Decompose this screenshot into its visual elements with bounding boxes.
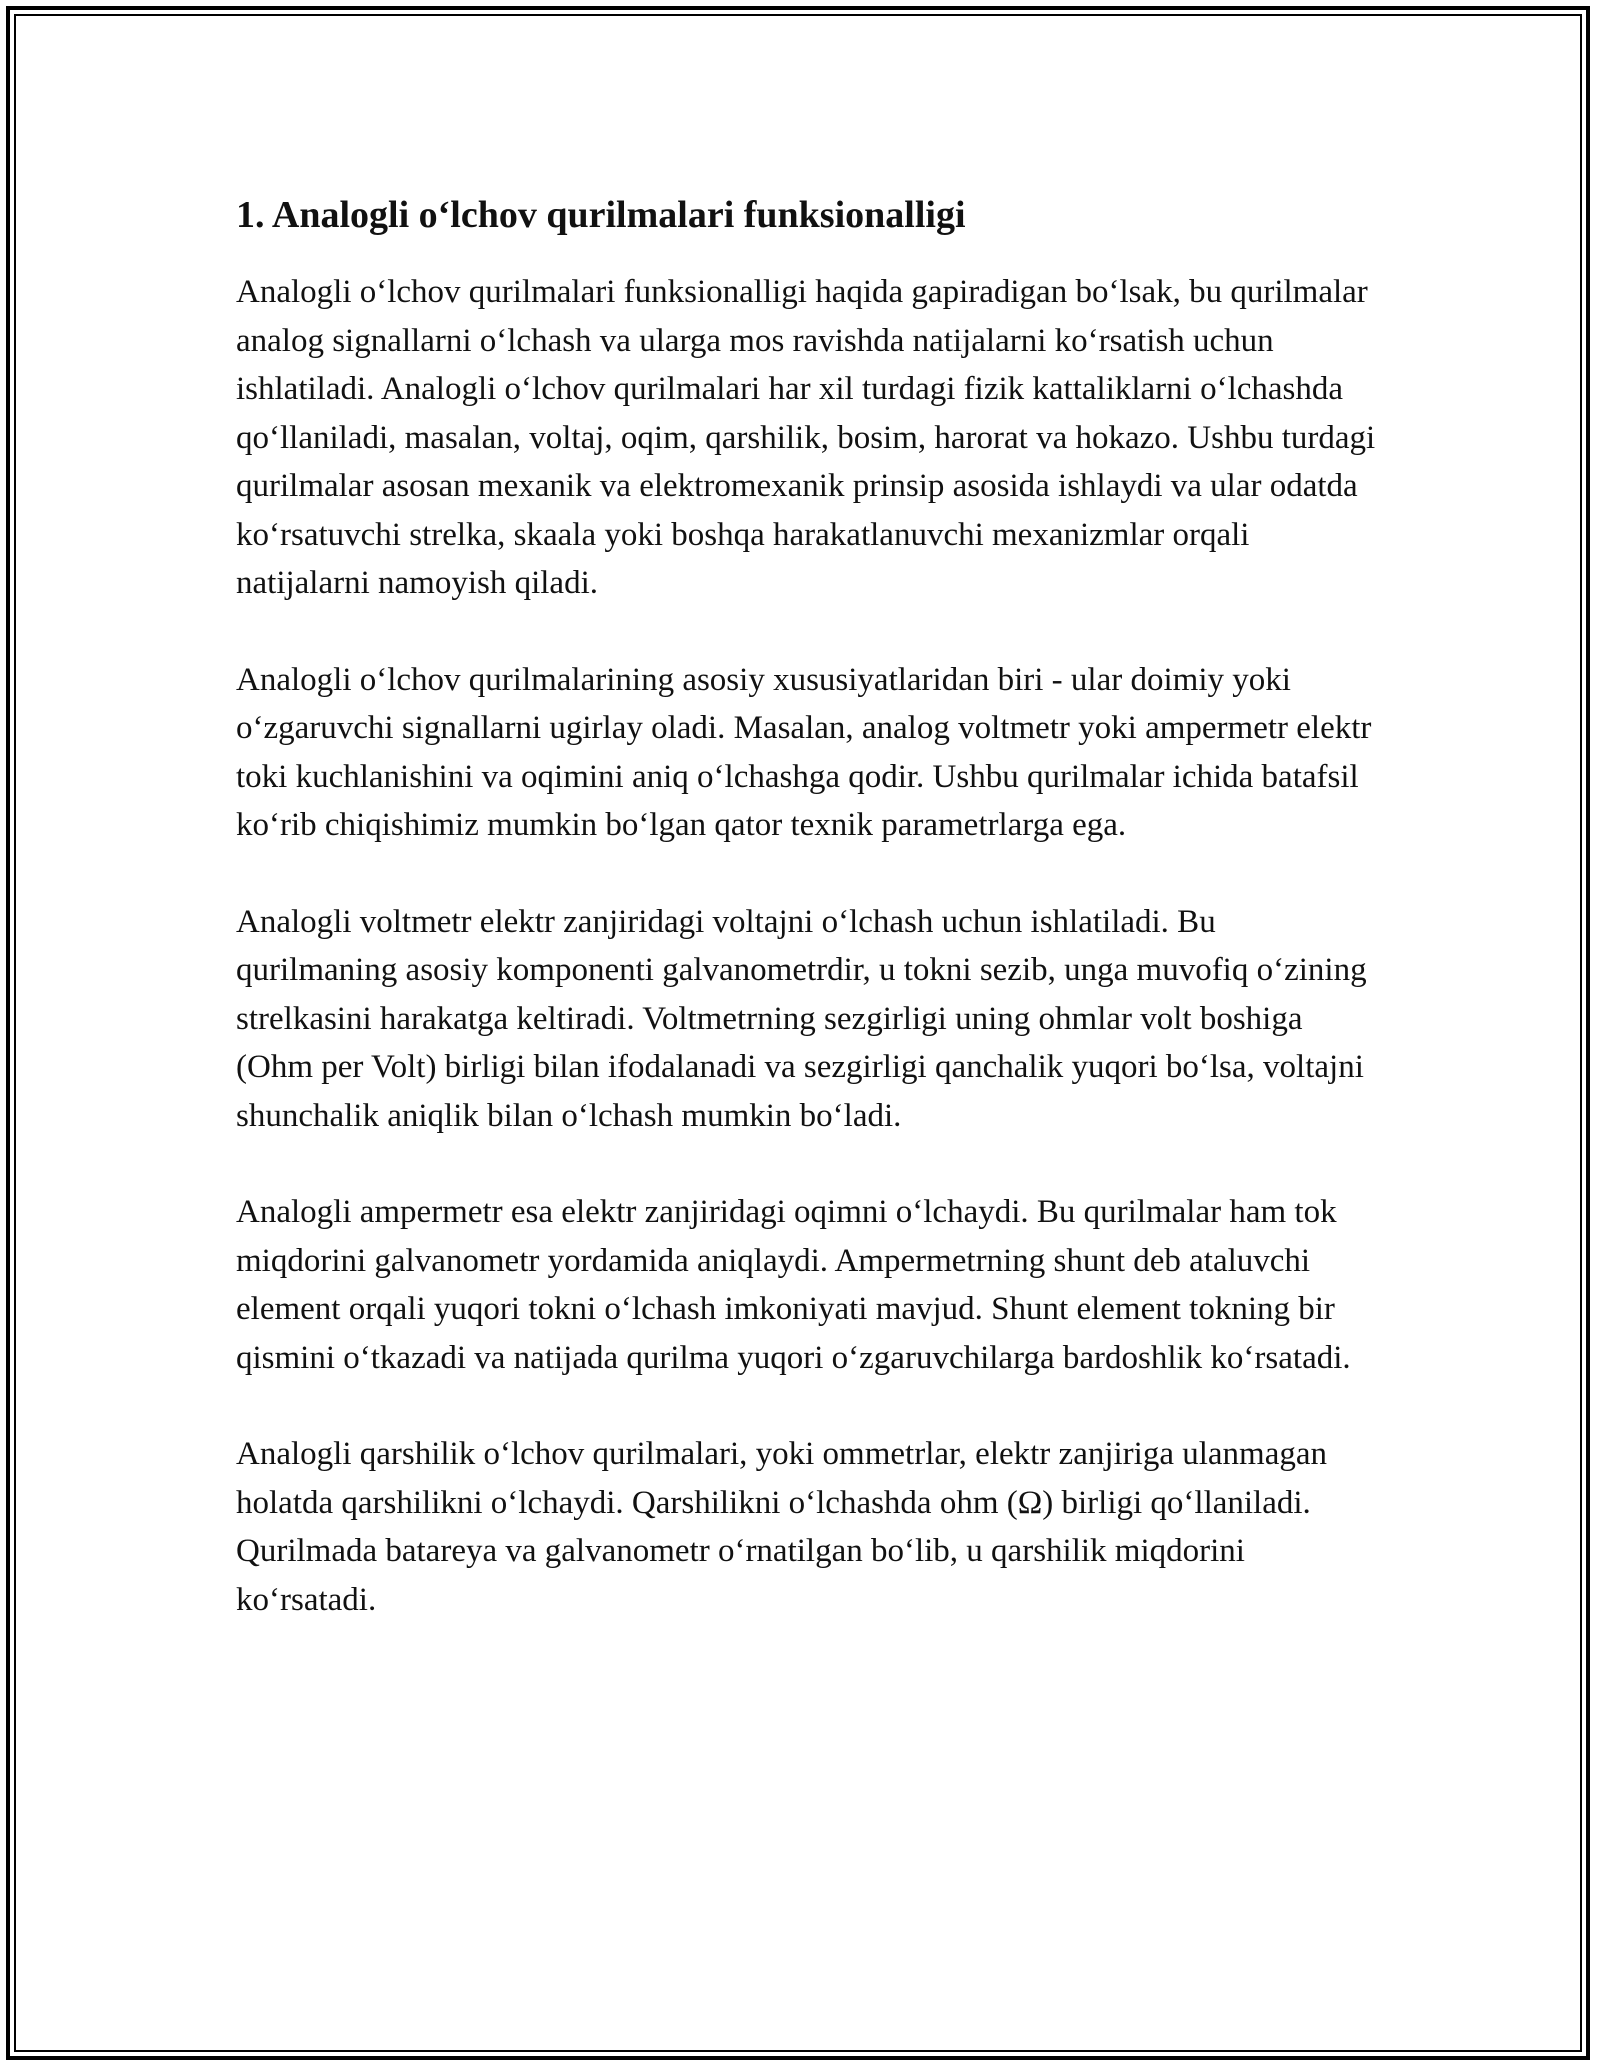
paragraph-5: Analogli qarshilik oʻlchov qurilmalari, yoki ommetrlar, elektr zanjiriga ulanmagan holatda qarshilikni oʻlchaydi. Qarshilikni oʻlchashda ohm (Ω) birligi qoʻllaniladi. Qurilmada batareya va galvanometr oʻrnatilgan boʻlib, u qarshilik miqdorini koʻrsatadi. bbox=[236, 1436, 1328, 1618]
paragraph-1: Analogli oʻlchov qurilmalari funksionalligi haqida gapiradigan boʻlsak, bu qurilmalar analog signallarni oʻlchash va ularga mos ravishda natijalarni koʻrsatish uchun ishlatiladi. Analogli oʻlchov qurilmalari har xil turdagi fizik kattaliklarni oʻlchashda qoʻllaniladi, masalan, voltaj, oqim, qarshilik, bosim, harorat va hokazo. Ushbu turdagi qurilmalar asosan mexanik va elektromexanik prinsip asosida ishlaydi va ular odatda koʻrsatuvchi strelka, skaala yoki boshqa harakatlanuvchi mexanizmlar orqali natijalarni namoyish qiladi. bbox=[236, 274, 1376, 601]
paragraph-3: Analogli voltmetr elektr zanjiridagi voltajni oʻlchash uchun ishlatiladi. Bu qurilmaning asosiy komponenti galvanometrdir, u tokni sezib, unga muvofiq oʻzining strelkasini harakatga keltiradi. Voltmetrning sezgirligi uning ohmlar volt boshiga (Ohm per Volt) birligi bilan ifodalanadi va sezgirligi qanchalik yuqori boʻlsa, voltajni shunchalik aniqlik bilan oʻlchash mumkin boʻladi. bbox=[236, 903, 1367, 1134]
document-title: 1. Analogli oʻlchov qurilmalari funksionalligi bbox=[236, 194, 966, 236]
paragraph-4: Analogli ampermetr esa elektr zanjiridagi oqimni oʻlchaydi. Bu qurilmalar ham tok miqdorini galvanometr yordamida aniqlaydi. Ampermetrning shunt deb ataluvchi element orqali yuqori tokni oʻlchash imkoniyati mavjud. Shunt element tokning bir qismini oʻtkazadi va natijada qurilma yuqori oʻzgaruvchilarga bardoshlik koʻrsatadi. bbox=[236, 1194, 1351, 1376]
document-body bbox=[236, 186, 1376, 1624]
paragraph-2: Analogli oʻlchov qurilmalarining asosiy xususiyatlaridan biri - ular doimiy yoki oʻzgaruvchi signallarni ugirlay oladi. Masalan, analog voltmetr yoki ampermetr elektr toki kuchlanishini va oqimini aniq oʻlchashga qodir. Ushbu qurilmalar ichida batafsil koʻrib chiqishimiz mumkin boʻlgan qator texnik parametrlarga ega. bbox=[236, 661, 1372, 843]
